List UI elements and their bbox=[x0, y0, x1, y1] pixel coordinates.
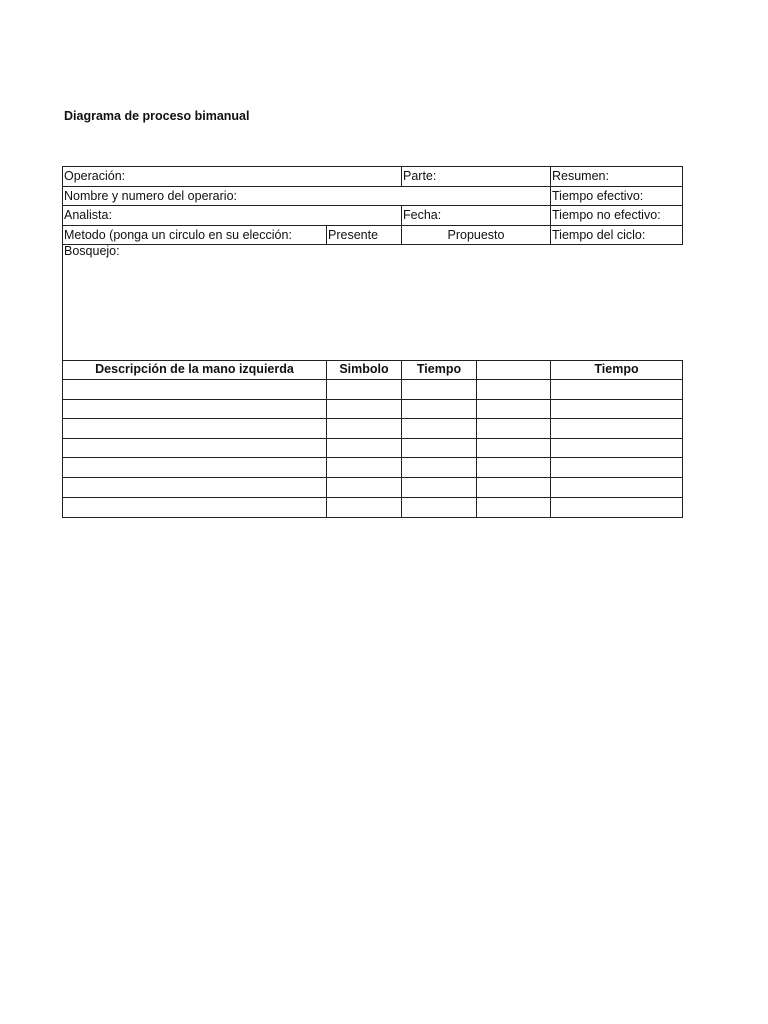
form-divider bbox=[550, 166, 551, 245]
table-column-border bbox=[326, 360, 327, 518]
table-row-border bbox=[63, 477, 683, 478]
form-row-border bbox=[63, 244, 683, 245]
table-row-border bbox=[63, 418, 683, 419]
table-header-left-hand-description: Descripción de la mano izquierda bbox=[95, 362, 294, 376]
table-column-border bbox=[476, 360, 477, 518]
sketch-label: Bosquejo: bbox=[64, 244, 120, 258]
operation-label: Operación: bbox=[64, 169, 126, 183]
form-divider bbox=[401, 166, 402, 187]
document-title: Diagrama de proceso bimanual bbox=[64, 109, 250, 123]
date-label: Fecha: bbox=[403, 208, 442, 222]
summary-label: Resumen: bbox=[552, 169, 609, 183]
form-left-border bbox=[62, 166, 63, 518]
table-right-border bbox=[682, 360, 683, 518]
non-effective-time-label: Tiempo no efectivo: bbox=[552, 208, 661, 222]
operator-name-label: Nombre y numero del operario: bbox=[64, 189, 237, 203]
table-row-border bbox=[63, 457, 683, 458]
present-option: Presente bbox=[328, 228, 379, 242]
table-row-border bbox=[63, 379, 683, 380]
table-row-border bbox=[63, 438, 683, 439]
table-column-border bbox=[401, 360, 402, 518]
form-row-border bbox=[63, 205, 683, 206]
table-column-border bbox=[550, 360, 551, 518]
table-bottom-border bbox=[63, 517, 683, 518]
cycle-time-label: Tiempo del ciclo: bbox=[552, 228, 646, 242]
part-label: Parte: bbox=[403, 169, 437, 183]
form-top-border bbox=[63, 166, 683, 167]
analyst-label: Analista: bbox=[64, 208, 112, 222]
table-header-time: Tiempo bbox=[416, 362, 462, 376]
form-right-border-top bbox=[682, 166, 683, 245]
table-header-time: Tiempo bbox=[594, 362, 639, 376]
form-row-border bbox=[63, 186, 683, 187]
table-header-symbol: Simbolo bbox=[339, 362, 389, 376]
table-row-border bbox=[63, 497, 683, 498]
proposed-option: Propuesto bbox=[447, 228, 505, 242]
form-row-border bbox=[63, 225, 683, 226]
effective-time-label: Tiempo efectivo: bbox=[552, 189, 644, 203]
method-label: Metodo (ponga un circulo en su elección: bbox=[64, 228, 292, 242]
form-divider bbox=[326, 225, 327, 245]
table-row-border bbox=[63, 399, 683, 400]
